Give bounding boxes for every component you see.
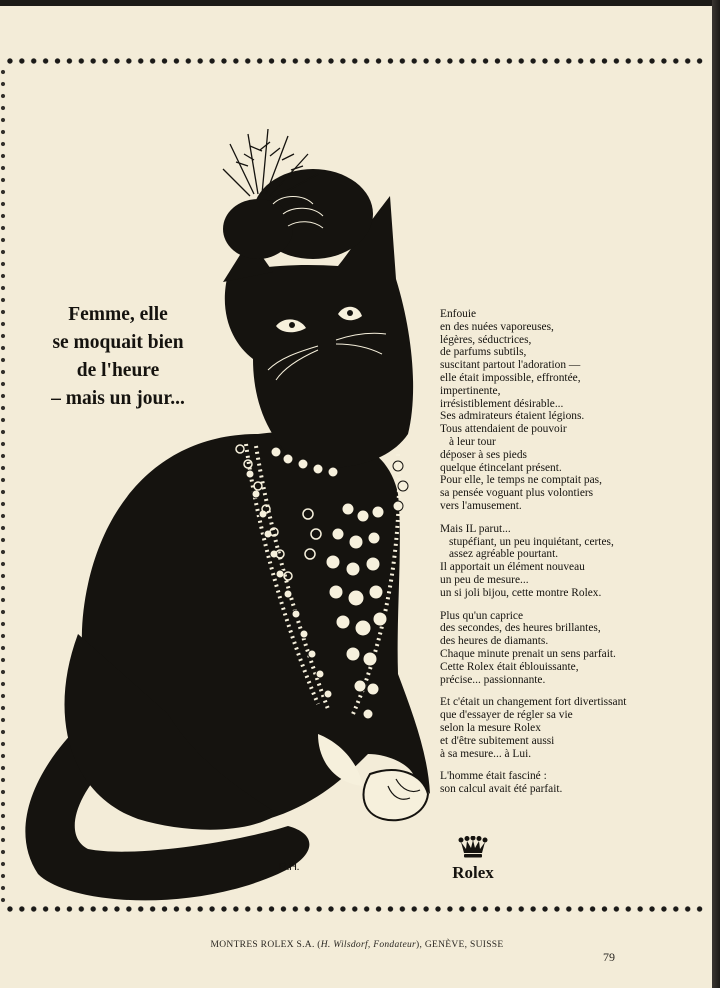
poem-line: précise... passionnante. (440, 673, 546, 686)
feather-hat (223, 129, 373, 259)
poem-line: vers l'amusement. (440, 499, 522, 512)
poem-stanza (440, 696, 712, 760)
poem-line: selon la mesure Rolex (440, 721, 541, 734)
top-dotted-border (4, 56, 708, 66)
cat-illustration (18, 114, 438, 904)
poem-line: stupéfiant, un peu inquiétant, certes, (449, 535, 614, 548)
poem-line: Enfouie (440, 308, 477, 320)
poem-line: Et c'était un changement fort divertissant (440, 696, 627, 709)
poem-line: L'homme était fasciné : (440, 770, 547, 783)
headline-line: – mais un jour... (51, 388, 185, 409)
poem-line: son calcul avait été parfait. (440, 783, 563, 796)
poem-line: impertinente, (440, 384, 501, 397)
left-dotted-border (0, 66, 6, 904)
headline-line: se moquait bien (52, 332, 184, 353)
poem-line: en des nuées vaporeuses, (440, 320, 554, 333)
poem-line: Cette Rolex était éblouissante, (440, 660, 579, 673)
poem-line: Mais IL parut... (440, 522, 511, 535)
poem-line: des heures de diamants. (440, 635, 549, 648)
poem-line: Ses admirateurs étaient légions. (440, 410, 585, 423)
headline (18, 301, 218, 413)
poem-line: elle était impossible, effrontée, (440, 371, 581, 384)
poem-line: Plus qu'un caprice (440, 609, 524, 622)
poem-line: Chaque minute prenait un sens parfait. (440, 647, 616, 660)
poem-line: assez agréable pourtant. (449, 548, 559, 561)
headline-line: de l'heure (76, 360, 160, 381)
magazine-page (0, 6, 714, 988)
poem-line: quelque étincelant présent. (440, 461, 562, 474)
poem-line: à sa mesure... à Lui. (440, 747, 532, 760)
poem-stanza (440, 770, 712, 796)
poem-line: Pour elle, le temps ne comptait pas, (440, 474, 602, 487)
poem-stanza (440, 610, 712, 687)
artist-signature: R.H. (279, 861, 299, 873)
poem-stanza (440, 308, 712, 513)
poem-line: Tous attendaient de pouvoir (440, 423, 567, 436)
cat-paw (364, 770, 428, 820)
poem-text (440, 308, 712, 806)
footer-founder: H. Wilsdorf, Fondateur (320, 940, 417, 950)
poem-line: à leur tour (449, 435, 496, 448)
footer-prefix: MONTRES ROLEX S.A. ( (210, 940, 321, 950)
poem-line: un si joli bijou, cette montre Rolex. (440, 586, 602, 599)
rolex-logo (438, 836, 508, 883)
headline-line: Femme, elle (68, 304, 168, 325)
binding-edge (712, 0, 720, 988)
poem-line: irrésistiblement désirable... (440, 397, 564, 410)
bottom-dotted-border (4, 904, 708, 914)
poem-line: que d'essayer de régler sa vie (440, 709, 573, 722)
poem-line: suscitant partout l'adoration — (440, 359, 581, 372)
brand-name: Rolex (452, 863, 494, 882)
poem-line: des secondes, des heures brillantes, (440, 622, 601, 635)
poem-line: légères, séductrices, (440, 333, 532, 346)
page-number: 79 (603, 950, 615, 964)
poem-line: déposer à ses pieds (440, 448, 527, 461)
poem-line: Il apportait un élément nouveau (440, 561, 585, 574)
poem-line: sa pensée voguant plus volontiers (440, 487, 594, 500)
poem-line: de parfums subtils, (440, 346, 527, 359)
footer-suffix: ), GENÈVE, SUISSE (416, 940, 504, 950)
poem-stanza (440, 523, 712, 600)
poem-line: un peu de mesure... (440, 573, 529, 586)
footer-credit (0, 940, 714, 950)
poem-line: et d'être subitement aussi (440, 734, 555, 747)
crown-icon (458, 836, 488, 860)
